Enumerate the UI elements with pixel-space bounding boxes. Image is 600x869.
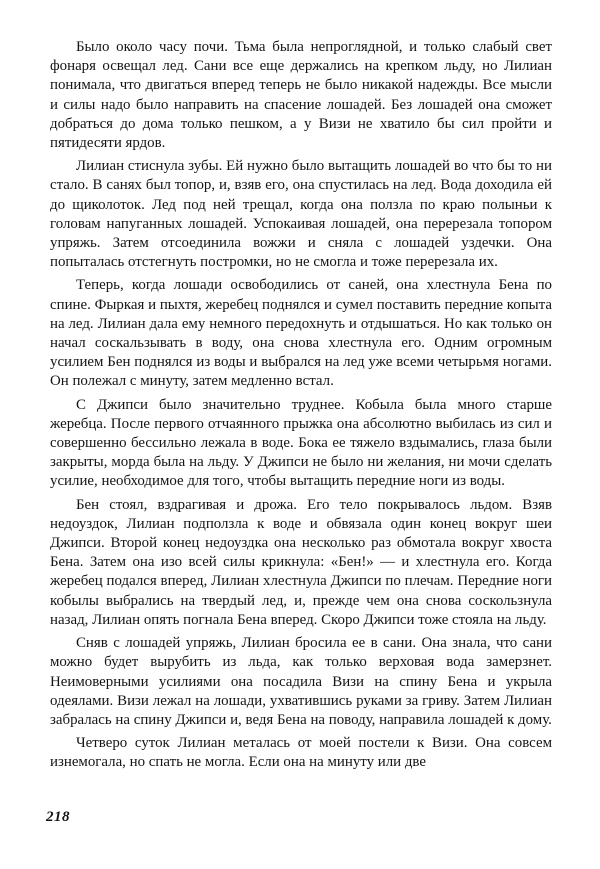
paragraph-1: Было около часу почи. Тьма была непроглядной, и только слабый свет фонаря освещал лед. Сани все еще держались на крепком льду, но Лилиан понимала, что двигаться вперед теперь не было никакой надежды. Все мысли и силы надо было направить на спасение лошадей. Без лошадей она сможет добраться до дома только пешком, а у Визи не хватило бы сил пройти и пятидесяти ярдов. xyxy=(50,39,552,152)
page-text xyxy=(50,38,552,773)
paragraph-3: Теперь, когда лошади освободились от саней, она хлестнула Бена по спине. Фыркая и пыхтя, жеребец поднялся и сумел поставить передние копыта на лед. Лилиан дала ему немного передохнуть и отдышаться. Но как только он начал соскальзывать в воду, она снова хлестнула его. Одним огромным усилием Бен поднялся из воды и выбрался на лед уже всеми четырьмя ногами. Он полежал с минуту, затем медленно встал. xyxy=(50,277,552,390)
paragraph-7: Четверо суток Лилиан металась от моей постели к Визи. Она совсем изнемогала, но спать не могла. Если она на минуту или две xyxy=(50,735,552,771)
paragraph-2: Лилиан стиснула зубы. Ей нужно было вытащить лошадей во что бы то ни стало. В санях был топор, и, взяв его, она спустилась на лед. Вода доходила ей до щиколоток. Лед под ней трещал, когда она ползла по краю полыньи к головам напуганных лошадей. Успокаивая лошадей, она перерезала топором упряжь. Затем отсоединила вожжи и сняла с лошадей уздечки. Она попыталась отстегнуть постромки, но не смогла и тоже перерезала их. xyxy=(50,158,552,271)
page-number: 218 xyxy=(46,809,70,825)
paragraph-5: Бен стоял, вздрагивая и дрожа. Его тело покрывалось льдом. Взяв недоуздок, Лилиан подползла к воде и обвязала один конец вокруг шеи Джипси. Второй конец недоуздка она несколько раз обмотала вокруг хвоста Бена. Затем она изо всей силы крикнула: «Бен!» — и хлестнула его. Когда жеребец подался вперед, Лилиан хлестнула Джипси по плечам. Передние ноги кобылы выбрались на твердый лед, и, прежде чем она снова соскользнула назад, Лилиан опять погнала Бена вперед. Скоро Джипси тоже стояла на льду. xyxy=(50,496,552,628)
paragraph-6: Сняв с лошадей упряжь, Лилиан бросила ее в сани. Она знала, что сани можно будет вырубить из льда, как только верховая вода замерзнет. Неимоверными усилиями она посадила Визи на спину Бена и укрыла одеялами. Визи лежал на лошади, ухватившись руками за гриву. Затем Лилиан забралась на спину Джипси и, ведя Бена на поводу, направила лошадей к дому. xyxy=(50,635,552,728)
paragraph-4: С Джипси было значительно труднее. Кобыла была много старше жеребца. После первого отчаянного прыжка она абсолютно выбилась из сил и совершенно бессильно лежала в воде. Бока ее тяжело вздымались, глаза были закрыты, морда была на льду. У Джипси не было ни желания, ни мочи сделать усилие, необходимое для того, чтобы вытащить передние ноги из воды. xyxy=(50,396,552,490)
